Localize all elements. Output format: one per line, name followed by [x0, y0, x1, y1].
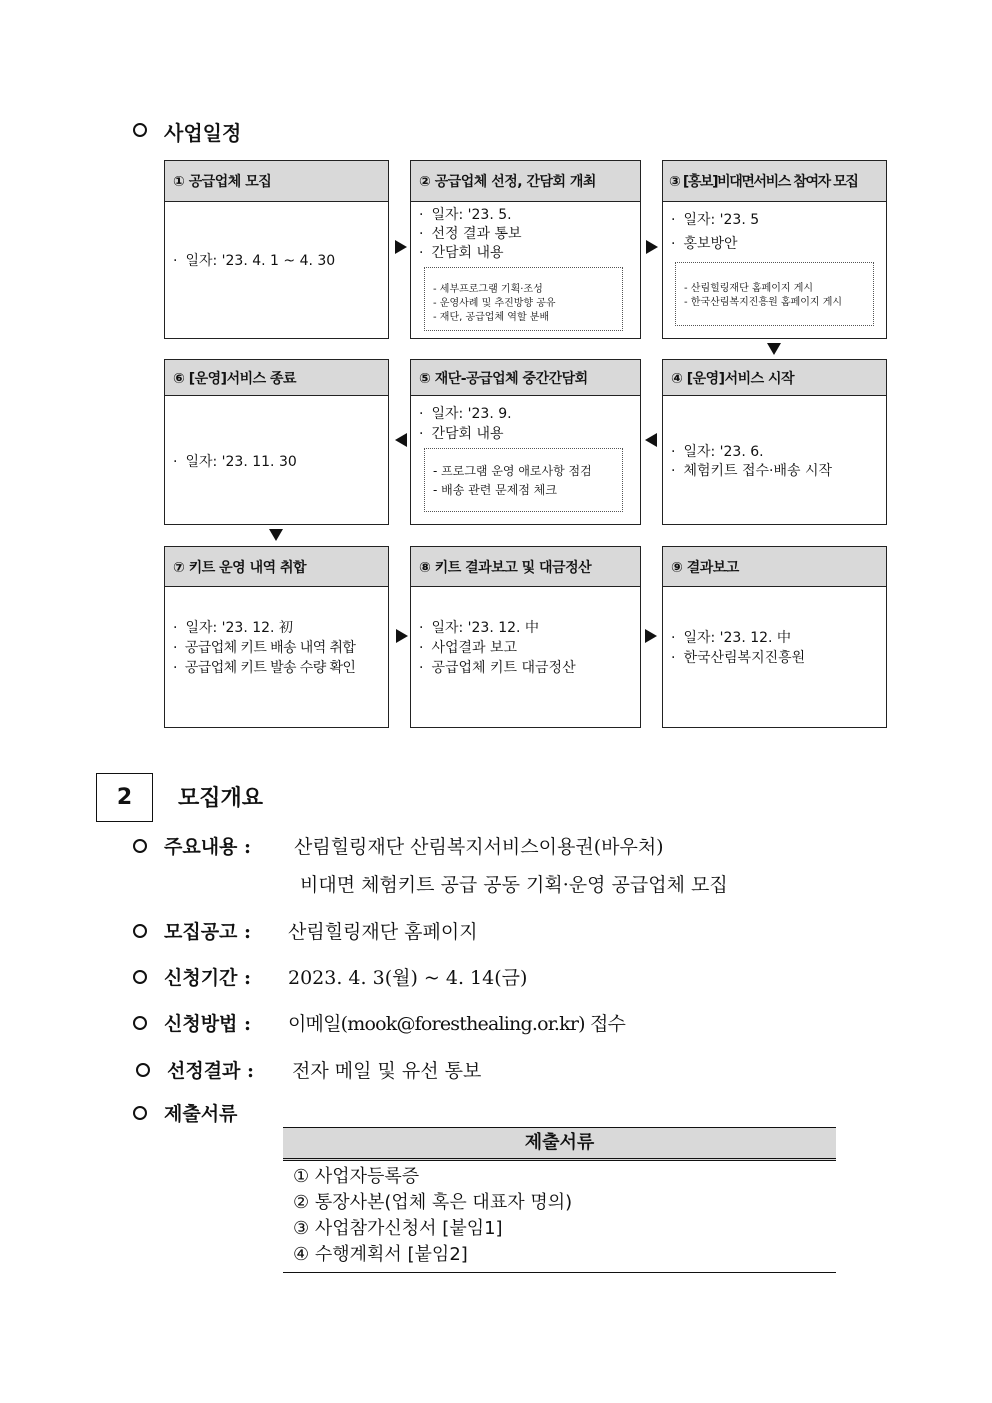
step-line: 일자: '23. 6. — [683, 444, 764, 460]
info-label: 신청기간 : — [164, 967, 252, 989]
detail-line: - 산림힐링재단 홈페이지 게시 — [684, 283, 814, 294]
arrow-right-icon — [396, 629, 408, 643]
arrow-left-icon — [395, 433, 407, 447]
info-label: 제출서류 — [164, 1103, 238, 1125]
step-line: 홍보방안 — [683, 236, 738, 252]
step-card-8: ⑧ 키트 결과보고 및 대금정산 · 일자: '23. 12. 中 · 사업결과 보고 · 공급업체 키트 대금정산 — [410, 546, 641, 728]
info-label: 신청방법 : — [164, 1013, 252, 1035]
bullet-circle-icon — [133, 970, 147, 984]
arrow-down-icon — [767, 343, 781, 355]
bullet-circle-icon — [136, 1063, 150, 1077]
detail-line: - 배송 관련 문제점 체크 — [433, 483, 557, 497]
step-card-6: ⑥ [운영]서비스 종료 · 일자: '23. 11. 30 — [164, 359, 389, 525]
step-header: ⑧ 키트 결과보고 및 대금정산 — [411, 547, 640, 587]
step-detail-box — [424, 267, 623, 331]
document-row: ② 통장사본(업체 혹은 대표자 명의) — [293, 1192, 573, 1213]
documents-table — [283, 1127, 836, 1273]
info-value: 2023. 4. 3(월) ~ 4. 14(금) — [288, 967, 528, 989]
step-line: 사업결과 보고 — [431, 640, 518, 656]
bullet-circle-icon — [133, 1016, 147, 1030]
step-line: 일자: '23. 12. 初 — [185, 620, 293, 636]
step-line: 일자: '23. 12. 中 — [683, 630, 791, 646]
step-line: 일자: '23. 9. — [431, 406, 512, 422]
info-label: 선정결과 : — [167, 1060, 255, 1082]
step-header: ③ [홍보]비대면서비스 참여자 모집 — [663, 161, 886, 202]
bullet-circle-icon — [133, 924, 147, 938]
step-card-9: ⑨ 결과보고 · 일자: '23. 12. 中 · 한국산림복지진흥원 — [662, 546, 887, 728]
document-row: ④ 수행계획서 [붙임2] — [293, 1244, 468, 1265]
step-header: ⑦ 키트 운영 내역 취합 — [165, 547, 388, 587]
step-card-7: ⑦ 키트 운영 내역 취합 · 일자: '23. 12. 初 · 공급업체 키트 배송 내역 취합 · 공급업체 키트 발송 수량 확인 — [164, 546, 389, 728]
info-value: 산림힐링재단 산림복지서비스이용권(바우처) — [294, 836, 664, 858]
bullet-circle-icon — [133, 123, 147, 137]
info-value: 산림힐링재단 홈페이지 — [288, 921, 478, 943]
step-header: ④ [운영]서비스 시작 — [663, 360, 886, 396]
step-card-4: ④ [운영]서비스 시작 · 일자: '23. 6. · 체험키트 접수·배송 시작 — [662, 359, 887, 525]
info-label: 모집공고 : — [164, 921, 252, 943]
arrow-left-icon — [645, 433, 657, 447]
detail-line: - 재단, 공급업체 역할 분배 — [433, 312, 550, 323]
info-value: 전자 메일 및 유선 통보 — [292, 1060, 482, 1082]
arrow-right-icon — [395, 240, 407, 254]
step-line: 간담회 내용 — [431, 426, 504, 442]
step-header: ⑨ 결과보고 — [663, 547, 886, 587]
document-row: ③ 사업참가신청서 [붙임1] — [293, 1218, 503, 1239]
arrow-right-icon — [645, 629, 657, 643]
arrow-down-icon — [269, 529, 283, 541]
step-card-2: ② 공급업체 선정, 간담회 개최 · 일자: '23. 5. · 선정 결과 통보 · 간담회 내용 - 세부프로그램 기획·조성 - 운영사례 및 추진방향 공유 - 재단, 공급업체 역할 분배 — [410, 160, 641, 339]
step-line: 일자: '23. 11. 30 — [185, 454, 297, 470]
step-header: ① 공급업체 모집 — [165, 161, 388, 202]
step-line: 한국산림복지진흥원 — [683, 650, 806, 666]
section-title: 모집개요 — [178, 786, 264, 811]
step-line: 공급업체 키트 대금정산 — [431, 660, 576, 676]
step-detail-box — [675, 262, 874, 326]
step-card-5: ⑤ 재단-공급업체 중간간담회 · 일자: '23. 9. · 간담회 내용 - 프로그램 운영 애로사항 점검 - 배송 관련 문제점 체크 — [410, 359, 641, 525]
bullet-circle-icon — [133, 1106, 147, 1120]
detail-line: - 프로그램 운영 애로사항 점검 — [433, 464, 592, 478]
step-header: ⑤ 재단-공급업체 중간간담회 — [411, 360, 640, 396]
step-line: 공급업체 키트 배송 내역 취합 — [184, 640, 356, 656]
step-card-3: ③ [홍보]비대면서비스 참여자 모집 · 일자: '23. 5 · 홍보방안 - 산림힐링재단 홈페이지 게시 - 한국산림복지진흥원 홈페이지 게시 — [662, 160, 887, 339]
step-line: 일자: '23. 5 — [683, 212, 760, 228]
info-value: 이메일(mook@foresthealing.or.kr) 접수 — [288, 1013, 626, 1035]
section-number: 2 — [96, 773, 153, 822]
step-line: 공급업체 키트 발송 수량 확인 — [184, 660, 356, 676]
step-header: ⑥ [운영]서비스 종료 — [165, 360, 388, 396]
info-value: 비대면 체험키트 공급 공동 기획·운영 공급업체 모집 — [300, 874, 728, 896]
step-line: 간담회 내용 — [431, 245, 504, 261]
step-line: 일자: '23. 12. 中 — [431, 620, 539, 636]
step-line: 일자: '23. 5. — [431, 207, 512, 223]
step-line: 체험키트 접수·배송 시작 — [683, 463, 833, 479]
step-card-1: ① 공급업체 모집 · 일자: '23. 4. 1 ~ 4. 30 — [164, 160, 389, 339]
document-row: ① 사업자등록증 — [293, 1166, 420, 1187]
arrow-right-icon — [646, 240, 658, 254]
step-line: 일자: '23. 4. 1 ~ 4. 30 — [185, 253, 336, 269]
bullet-circle-icon — [133, 839, 147, 853]
schedule-title: 사업일정 — [164, 121, 242, 145]
step-detail-box — [424, 448, 623, 512]
detail-line: - 세부프로그램 기획·조성 — [433, 284, 543, 295]
info-label: 주요내용 : — [164, 836, 252, 858]
documents-table-header: 제출서류 — [283, 1127, 836, 1161]
detail-line: - 운영사례 및 추진방향 공유 — [433, 298, 556, 309]
detail-line: - 한국산림복지진흥원 홈페이지 게시 — [684, 297, 843, 308]
step-line: 선정 결과 통보 — [431, 226, 522, 242]
step-header: ② 공급업체 선정, 간담회 개최 — [411, 161, 640, 202]
